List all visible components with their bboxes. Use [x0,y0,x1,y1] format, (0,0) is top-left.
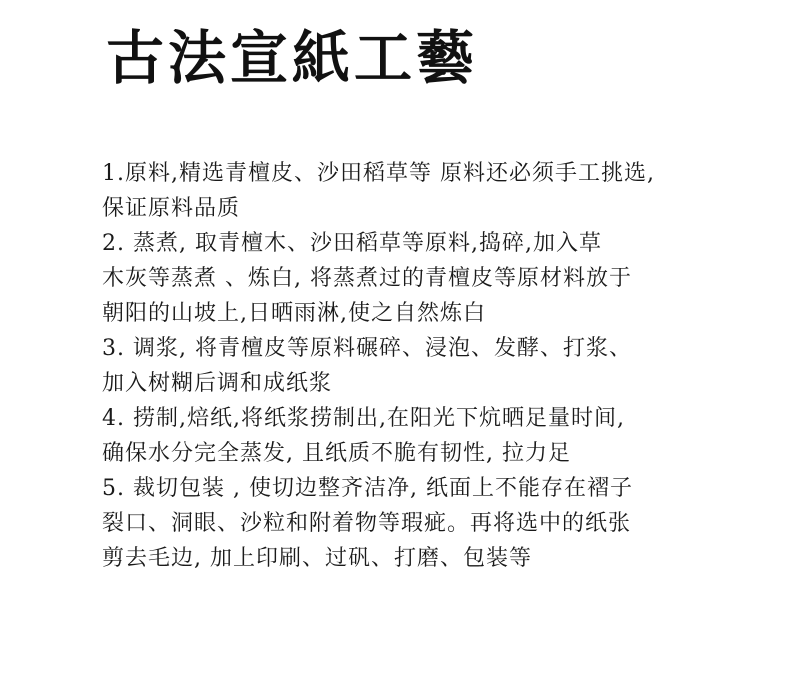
step-3 [102,331,722,401]
step-text-line: 4. 捞制,焙纸,将纸浆捞制出,在阳光下炕晒足量时间, [102,406,625,431]
step-text-line: 1.原料,精选青檀皮、沙田稻草等 原料还必须手工挑选, [102,161,655,186]
step-4 [102,401,722,471]
step-text-line: 保证原料品质 [102,196,241,221]
step-5 [102,471,722,576]
process-steps [102,156,722,576]
step-text-line: 加入树糊后调和成纸浆 [102,371,333,396]
step-text-line: 2. 蒸煮, 取青檀木、沙田稻草等原料,捣碎,加入草 [102,231,602,256]
step-text-line: 木灰等蒸煮 、炼白, 将蒸煮过的青檀皮等原材料放于 [102,266,632,291]
step-text-line: 剪去毛边, 加上印刷、过矾、打磨、包装等 [102,546,532,571]
step-text-line: 裂口、洞眼、沙粒和附着物等瑕疵。再将选中的纸张 [102,511,632,536]
step-text-line: 3. 调浆, 将青檀皮等原料碾碎、浸泡、发酵、打浆、 [102,336,632,361]
step-2 [102,226,722,331]
step-text-line: 确保水分完全蒸发, 且纸质不脆有韧性, 拉力足 [102,441,571,466]
step-text-line: 朝阳的山坡上,日晒雨淋,使之自然炼白 [102,301,486,326]
page-title: 古法宣紙工藝 [106,24,479,92]
step-text-line: 5. 裁切包装 , 使切边整齐洁净, 纸面上不能存在褶子 [102,476,633,501]
step-1 [102,156,722,226]
